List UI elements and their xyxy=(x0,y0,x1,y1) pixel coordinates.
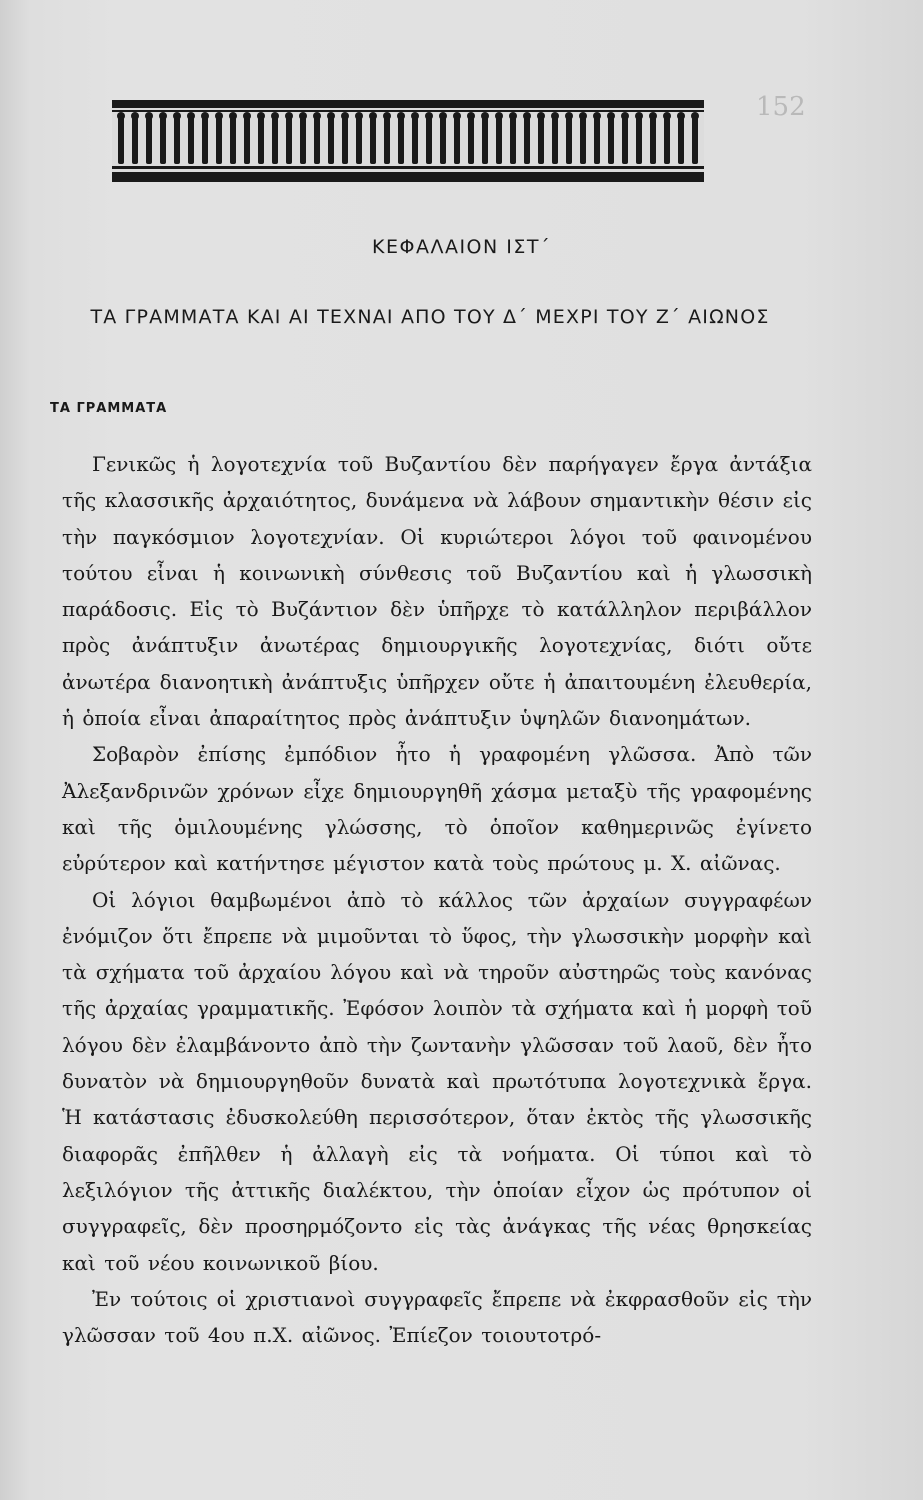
page-number: 152 xyxy=(756,92,806,122)
paragraph: Ἐν τούτοις οἱ χριστιανοὶ συγγραφεῖς ἔπρεπε νὰ ἐκφρασθοῦν εἰς τὴν γλῶσσαν τοῦ 4ου π.Χ. αἰῶνος. Ἐπίεζον τοιουτοτρό- xyxy=(62,1286,812,1348)
paragraph: Σοβαρὸν ἐπίσης ἐμπόδιον ἦτο ἡ γραφομένη γλῶσσα. Ἀπὸ τῶν Ἀλεξανδρινῶν χρόνων εἶχε δημιουργηθῆ χάσμα μεταξὺ τῆς γραφομένης καὶ τῆς ὁμιλουμένης γλώσσης, τὸ ὁποῖον καθημερινῶς ἐγίνετο εὐρύτερον καὶ κατήντησε μέγιστον κατὰ τοὺς πρώτους μ. Χ. αἰῶνας. xyxy=(62,742,812,876)
paragraph: Οἱ λόγιοι θαμβωμένοι ἀπὸ τὸ κάλλος τῶν ἀρχαίων συγγραφέων ἐνόμιζον ὅτι ἔπρεπε νὰ μιμοῦνται τὸ ὕφος, τὴν γλωσσικὴν μορφὴν καὶ τὰ σχήματα τοῦ ἀρχαίου λόγου καὶ νὰ τηροῦν αὐστηρῶς τοὺς κανόνας τῆς ἀρχαίας γραμματικῆς. Ἐφόσον λοιπὸν τὰ σχήματα καὶ ἡ μορφὴ τοῦ λόγου δὲν ἐλαμβάνοντο ἀπὸ τὴν ζωντανὴν γλῶσσαν τοῦ λαοῦ, δὲν ἦτο δυνατὸν νὰ δημιουργηθοῦν δυνατὰ καὶ πρωτότυπα λογοτεχνικὰ ἔργα. Ἡ κατάστασις ἐδυσκολεύθη περισσότερον, ὅταν ἐκτὸς τῆς γλωσσικῆς διαφορᾶς ἐπῆλθεν ἡ ἀλλαγὴ εἰς τὰ νοήματα. Οἱ τύποι καὶ τὸ λεξιλόγιον τῆς ἀττικῆς διαλέκτου, τὴν ὁποίαν εἶχον ὡς πρότυπον οἱ συγγραφεῖς, δὲν προσηρμόζοντο εἰς τὰς ἀνάγκας τῆς νέας θρησκείας καὶ τοῦ νέου κοινωνικοῦ βίου. xyxy=(62,887,812,1275)
paragraph: Γενικῶς ἡ λογοτεχνία τοῦ Βυζαντίου δὲν παρήγαγεν ἔργα ἀντάξια τῆς κλασσικῆς ἀρχαιότητος, δυνάμενα νὰ λάβουν σημαντικὴν θέσιν εἰς τὴν παγκόσμιον λογοτεχνίαν. Οἱ κυριώτεροι λόγοι τοῦ φαινομένου τούτου εἶναι ἡ κοινωνικὴ σύνθεσις τοῦ Βυζαντίου καὶ ἡ γλωσσικὴ παράδοσις. Εἰς τὸ Βυζάντιον δὲν ὑπῆρχε τὸ κατάλληλον περιβάλλον πρὸς ἀνάπτυξιν ἀνωτέρας δημιουργικῆς λογοτεχνίας, διότι οὔτε ἀνωτέρα διανοητικὴ ἀνάπτυξις ὑπῆρχεν οὔτε ἡ ἀπαιτουμένη ἐλευθερία, ἡ ὁποία εἶναι ἀπαραίτητος πρὸς ἀνάπτυξιν ὑψηλῶν διανοημάτων. xyxy=(62,452,812,731)
section-heading: ΤΑ ΓΡΑΜΜΑΤΑ xyxy=(50,401,168,416)
chapter-label: ΚΕΦΑΛΑΙΟΝ ΙΣΤ΄ xyxy=(372,236,551,258)
decorative-header-ornament xyxy=(112,100,704,182)
body-text xyxy=(62,446,812,1353)
chapter-title: ΤΑ ΓΡΑΜΜΑΤΑ ΚΑΙ ΑΙ ΤΕΧΝΑΙ ΑΠΟ ΤΟΥ Δ΄ ΜΕΧΡΙ ΤΟΥ Ζ΄ ΑΙΩΝΟΣ xyxy=(90,306,770,328)
